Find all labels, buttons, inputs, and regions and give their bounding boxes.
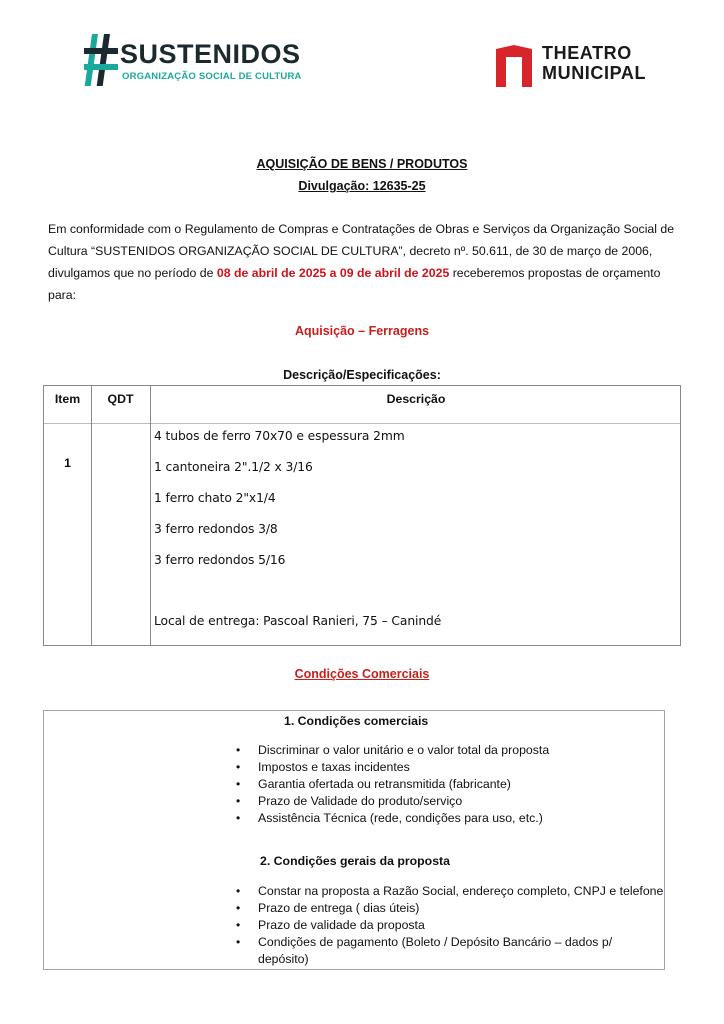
intro-dates: 08 de abril de 2025 a 09 de abril de 2025: [216, 266, 450, 280]
list-item: • Prazo de Validade do produto/serviço: [236, 794, 463, 808]
list-item: • Prazo de validade da proposta: [236, 918, 425, 932]
conditions-heading-2: 2. Condições gerais da proposta: [260, 854, 450, 868]
header-item: Item: [54, 392, 81, 406]
section-acquisition-title: Aquisição – Ferragens: [294, 324, 430, 338]
bullet-icon: •: [236, 901, 241, 915]
items-table: [43, 385, 681, 646]
delivery-location: Local de entrega: Pascoal Ranieri, 75 – Canindé: [154, 614, 442, 628]
document-subtitle: Divulgação: 12635-25: [298, 179, 426, 193]
intro-paragraph: Em conformidade com o Regulamento de Compras e Contratações de Obras e Serviços da Organização Social de Cultura “SUSTENIDOS ORGANIZAÇÃO SOCIAL DE CULTURA”, decreto nº. 50.611, de 30 de março de 2006, divulgamos que no período de 08 de abril de 2025 a 09 de abril de 2025 receberemos propostas de orçamento para:: [48, 222, 675, 302]
theatro-line-2: MUNICIPAL: [542, 63, 647, 83]
sustenidos-wordmark: SUSTENIDOS: [120, 39, 301, 69]
description-line: 3 ferro redondos 3/8: [154, 522, 278, 536]
conditions-list-2: [236, 883, 666, 968]
description-line: 4 tubos de ferro 70x70 e espessura 2mm: [154, 429, 405, 443]
description-line: 3 ferro redondos 5/16: [154, 553, 286, 567]
conditions-list-1: [236, 742, 666, 827]
bullet-icon: •: [236, 884, 241, 898]
list-item: • Impostos e taxas incidentes: [236, 760, 410, 774]
bullet-icon: •: [236, 918, 241, 932]
conditions-heading-1: 1. Condições comerciais: [284, 714, 429, 728]
section-conditions-title: Condições Comerciais: [294, 667, 430, 681]
list-item: • Prazo de entrega ( dias úteis): [236, 901, 420, 915]
bullet-icon: •: [236, 777, 241, 791]
theatro-line-1: THEATRO: [542, 43, 632, 63]
theatro-municipal-logo: [496, 42, 666, 88]
list-item: • Assistência Técnica (rede, condições para uso, etc.): [236, 811, 543, 825]
description-heading: Descrição/Especificações:: [283, 368, 441, 382]
description-line: 1 ferro chato 2"x1/4: [154, 491, 276, 505]
bullet-icon: •: [236, 794, 241, 808]
header-description: Descrição: [386, 392, 446, 406]
list-item: • Discriminar o valor unitário e o valor total da proposta: [236, 743, 550, 757]
table-divider: [150, 386, 151, 645]
theatre-arch-icon: [496, 45, 532, 87]
sustenidos-logo: [84, 34, 302, 90]
bullet-icon: •: [236, 760, 241, 774]
conditions-box: [43, 710, 665, 970]
hash-logo-icon: [84, 34, 118, 86]
sustenidos-subtitle: ORGANIZAÇÃO SOCIAL DE CULTURA: [122, 71, 302, 82]
list-item: • Garantia ofertada ou retransmitida (fabricante): [236, 777, 511, 791]
table-divider: [91, 386, 92, 645]
bullet-icon: •: [236, 811, 241, 825]
description-line: 1 cantoneira 2".1/2 x 3/16: [154, 460, 313, 474]
document-title: AQUISIÇÃO DE BENS / PRODUTOS: [256, 157, 468, 171]
bullet-icon: •: [236, 743, 241, 757]
list-item: • Condições de pagamento (Boleto / Depósito Bancário – dados p/ depósito): [236, 935, 613, 966]
item-number: 1: [64, 456, 71, 470]
header-qdt: QDT: [107, 392, 134, 406]
bullet-icon: •: [236, 935, 241, 949]
list-item: • Constar na proposta a Razão Social, endereço completo, CNPJ e telefone: [236, 884, 664, 898]
